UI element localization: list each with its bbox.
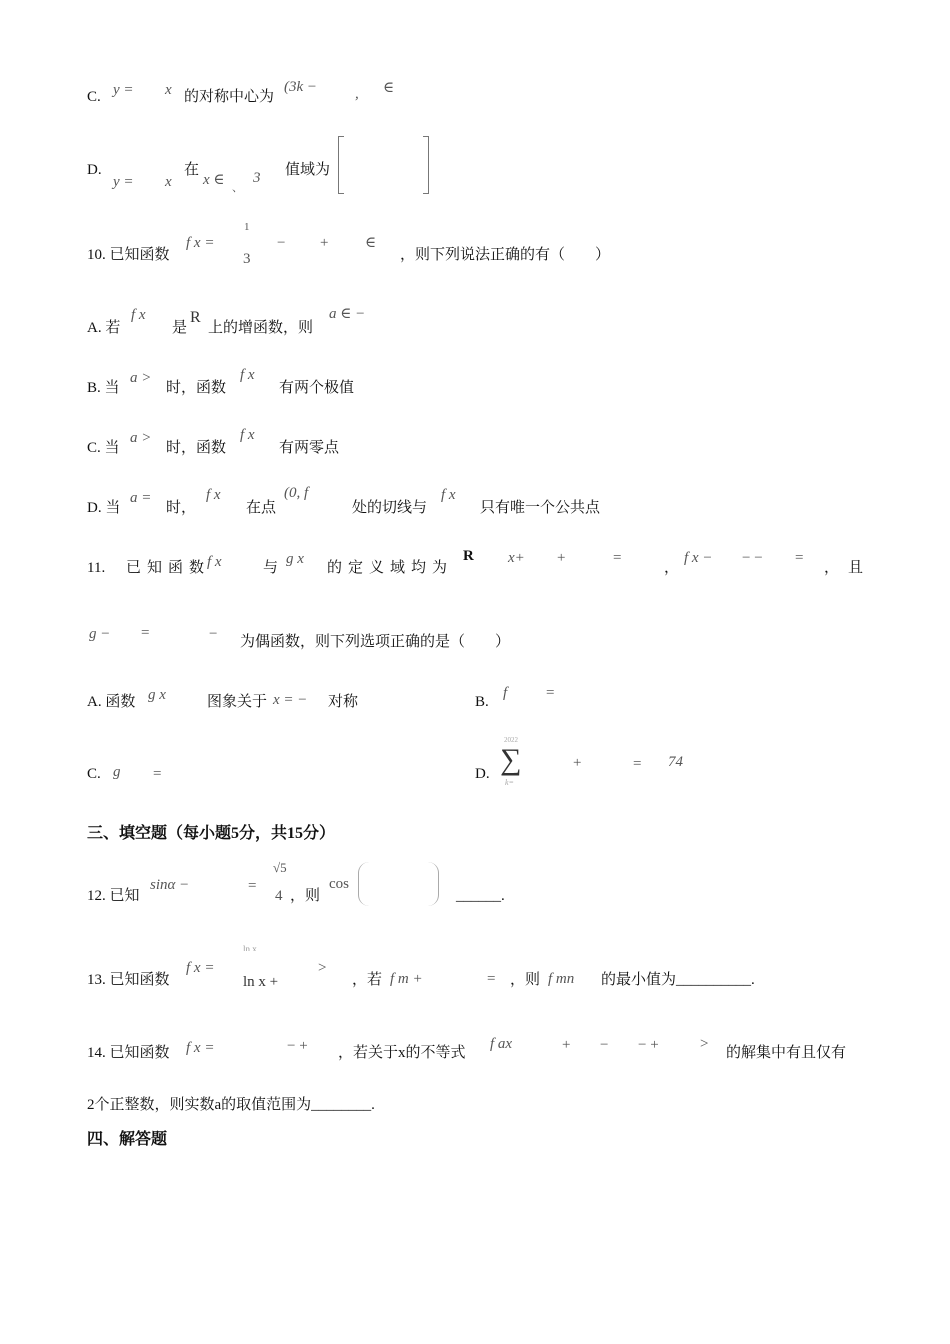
math: f bbox=[503, 685, 508, 701]
math: + bbox=[557, 550, 566, 566]
math: f x bbox=[240, 367, 255, 383]
option-label: B. 当 bbox=[87, 380, 120, 396]
math: x bbox=[165, 174, 172, 190]
paren-left bbox=[358, 862, 369, 906]
math: a > bbox=[130, 370, 152, 386]
math: f ax bbox=[490, 1036, 513, 1052]
math: − bbox=[600, 1037, 609, 1053]
option-label: A. 若 bbox=[87, 320, 121, 336]
paren-right bbox=[428, 862, 439, 906]
math: ∈ bbox=[365, 235, 377, 251]
math: R bbox=[463, 548, 474, 564]
option-label: D. bbox=[475, 766, 490, 782]
math: x ∈ bbox=[203, 172, 225, 188]
math: = bbox=[487, 971, 496, 987]
text: ，若关于x的不等式 bbox=[338, 1045, 466, 1061]
math: = bbox=[613, 550, 622, 566]
option-label: A. 函数 bbox=[87, 694, 136, 710]
option-label: C. 当 bbox=[87, 440, 120, 456]
text: 在点 bbox=[246, 500, 277, 516]
math: f x − bbox=[684, 550, 713, 566]
math: y = bbox=[113, 174, 134, 190]
math: y = bbox=[113, 82, 134, 98]
math: ∈ bbox=[383, 80, 395, 96]
math: > bbox=[700, 1036, 709, 1052]
text: 时，函数 bbox=[166, 380, 227, 396]
math: 、 bbox=[232, 182, 243, 194]
math: = bbox=[546, 685, 555, 701]
text: 有两个极值 bbox=[279, 380, 355, 396]
sigma-symbol: ∑ bbox=[500, 743, 522, 776]
option-label: D. 当 bbox=[87, 500, 121, 516]
math: f x = bbox=[186, 235, 215, 251]
text: ， bbox=[664, 560, 680, 576]
math: 74 bbox=[668, 754, 683, 770]
math: + bbox=[573, 755, 582, 771]
math: 1 bbox=[244, 221, 250, 233]
math: − bbox=[209, 626, 218, 642]
math: (0, f bbox=[284, 485, 309, 501]
math: x = − bbox=[273, 692, 308, 708]
math: + bbox=[562, 1037, 571, 1053]
math: g bbox=[113, 764, 121, 780]
question-stem: 14. 已知函数 bbox=[87, 1045, 170, 1061]
math: f x bbox=[441, 487, 456, 503]
section-heading: 三、填空题（每小题5分，共15分） bbox=[87, 825, 336, 842]
text: 时， bbox=[166, 500, 197, 516]
text: 只有唯一个公共点 bbox=[480, 500, 601, 516]
math: a > bbox=[130, 430, 152, 446]
question-stem: 已知函数 bbox=[126, 560, 211, 576]
math: x bbox=[165, 82, 172, 98]
math: , bbox=[355, 86, 359, 102]
math: √5 bbox=[273, 860, 287, 875]
math: (3k − bbox=[284, 79, 318, 95]
math: f x bbox=[207, 554, 222, 570]
text: 的定义域均为 bbox=[327, 560, 454, 576]
math: f x = bbox=[186, 960, 215, 976]
option-label: B. bbox=[475, 694, 489, 710]
text: 上的增函数，则 bbox=[208, 320, 314, 336]
math: g x bbox=[148, 687, 166, 703]
math: − bbox=[277, 235, 286, 251]
section-heading: 四、解答题 bbox=[87, 1131, 168, 1148]
sum-upper: 2022 bbox=[504, 736, 518, 744]
math: sinα − bbox=[150, 877, 190, 893]
text: 且 bbox=[848, 560, 864, 576]
math: f x bbox=[131, 307, 146, 323]
text: 对称 bbox=[328, 694, 359, 710]
math: − − bbox=[742, 550, 763, 566]
math: = bbox=[633, 756, 642, 772]
text: 的对称中心为 bbox=[184, 89, 275, 105]
text: 与 bbox=[263, 560, 279, 576]
math: cos bbox=[329, 876, 349, 892]
math: = bbox=[141, 625, 150, 641]
math: 3 bbox=[243, 251, 251, 267]
option-label: D. bbox=[87, 162, 102, 178]
math: = bbox=[795, 550, 804, 566]
math: g x bbox=[286, 551, 304, 567]
text: 为偶函数，则下列选项正确的是（ ） bbox=[240, 634, 511, 650]
math: ln x + bbox=[243, 974, 279, 990]
text: ， bbox=[824, 560, 840, 576]
math: − + bbox=[638, 1037, 659, 1053]
math: 3 bbox=[253, 170, 261, 186]
math: g − bbox=[89, 626, 111, 642]
text: 的解集中有且仅有 bbox=[726, 1045, 847, 1061]
bracket-left bbox=[338, 136, 344, 194]
question-stem: 12. 已知 bbox=[87, 888, 140, 904]
text: ，则 bbox=[290, 888, 321, 904]
text: 在 bbox=[184, 162, 200, 178]
question-stem: 13. 已知函数 bbox=[87, 972, 170, 988]
text: 有两零点 bbox=[279, 440, 340, 456]
text: 处的切线与 bbox=[352, 500, 428, 516]
sum-lower: k= bbox=[505, 778, 514, 787]
text: ，则下列说法正确的有（ ） bbox=[400, 247, 611, 263]
text: 图象关于 bbox=[207, 694, 268, 710]
math: − + bbox=[287, 1038, 308, 1054]
math: + bbox=[320, 235, 329, 251]
text: ，则 bbox=[510, 972, 541, 988]
math: = bbox=[153, 766, 162, 782]
text: 时，函数 bbox=[166, 440, 227, 456]
text: 是 bbox=[172, 320, 188, 336]
bracket-right bbox=[423, 136, 429, 194]
answer-blank: 的最小值为__________. bbox=[601, 972, 755, 988]
math: > bbox=[318, 960, 327, 976]
math: a ∈ − bbox=[329, 306, 366, 322]
math: = bbox=[248, 878, 257, 894]
question-number: 11. bbox=[87, 560, 106, 576]
math: f x bbox=[240, 427, 255, 443]
option-label: C. bbox=[87, 766, 101, 782]
question-stem: 10. 已知函数 bbox=[87, 247, 170, 263]
math: f mn bbox=[548, 971, 575, 987]
text: 2个正整数，则实数a的取值范围为________. bbox=[87, 1097, 375, 1113]
math: f x bbox=[206, 487, 221, 503]
math: f x = bbox=[186, 1040, 215, 1056]
math: x+ bbox=[508, 550, 525, 566]
math: ln x bbox=[243, 945, 257, 951]
math: f m + bbox=[390, 971, 423, 987]
text: ，若 bbox=[352, 972, 383, 988]
math: 4 bbox=[275, 888, 283, 904]
option-label: C. bbox=[87, 89, 101, 105]
math: R bbox=[190, 309, 201, 326]
math: a = bbox=[130, 490, 152, 506]
text: 值域为 bbox=[285, 162, 331, 178]
answer-blank: ______. bbox=[456, 888, 505, 904]
